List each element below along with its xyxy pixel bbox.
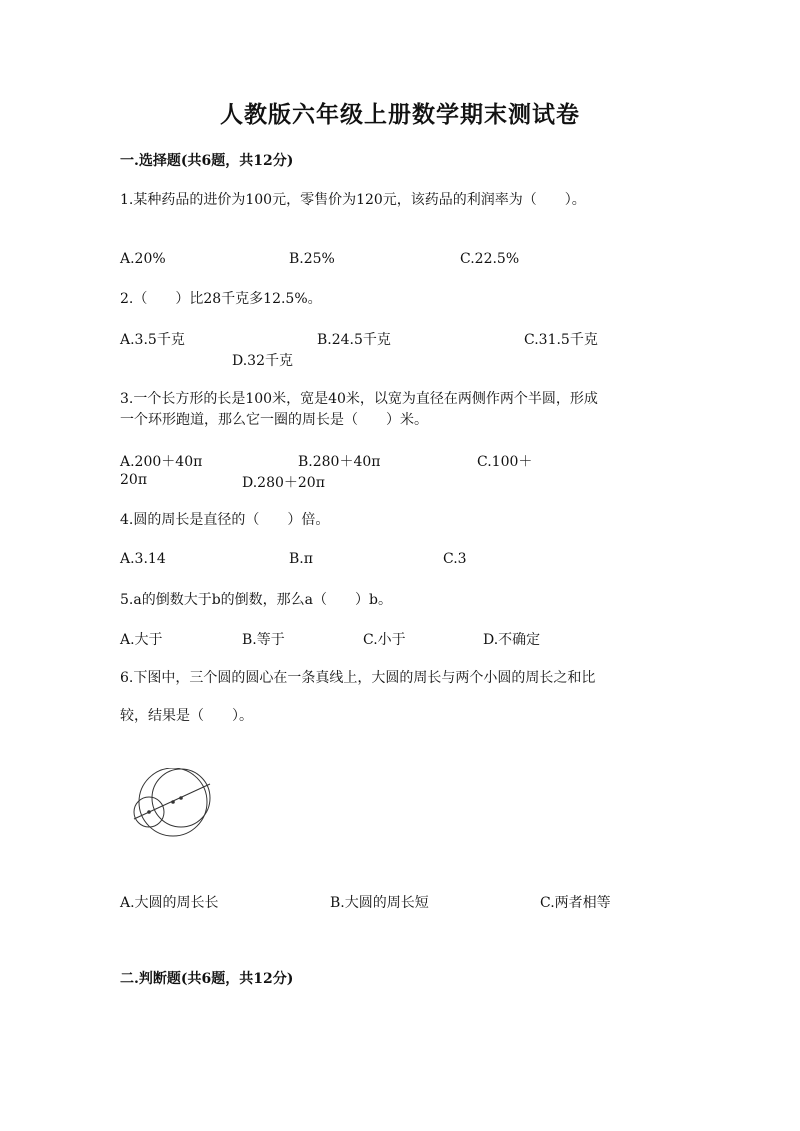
question-1-option-b[interactable]: B.25% [289,251,335,267]
question-3-option-a[interactable]: A.200＋40π [120,454,203,470]
question-1-option-c[interactable]: C.22.5% [460,251,520,267]
question-3-text-line2: 一个环形跑道，那么它一圈的周长是（ ）米。 [120,412,428,428]
question-1-option-a[interactable]: A.20% [120,251,166,267]
question-1-text: 1.某种药品的进价为100元，零售价为120元，该药品的利润率为（ ）。 [120,192,586,208]
question-4-option-a[interactable]: A.3.14 [120,551,166,567]
question-5-option-a[interactable]: A.大于 [120,632,163,648]
question-5-text: 5.a的倒数大于b的倒数，那么a（ ）b。 [120,592,392,608]
question-3-option-b[interactable]: B.280＋40π [298,454,381,470]
question-2-option-d[interactable]: D.32千克 [232,353,293,369]
question-3-option-d[interactable]: D.280＋20π [242,475,325,491]
question-5-option-d[interactable]: D.不确定 [483,632,541,648]
question-3-option-c-cont: 20π [120,472,148,488]
section-heading-choice: 一.选择题(共6题，共12分) [120,153,294,169]
question-3-option-c[interactable]: C.100＋ [477,454,533,470]
question-3-text-line1: 3.一个长方形的长是100米，宽是40米，以宽为直径在两侧作两个半圆，形成 [120,391,598,407]
question-2-option-b[interactable]: B.24.5千克 [317,332,391,348]
question-5-option-c[interactable]: C.小于 [363,632,406,648]
page-title: 人教版六年级上册数学期末测试卷 [220,101,580,128]
question-4-option-b[interactable]: B.π [289,551,313,567]
question-4-option-c[interactable]: C.3 [443,551,467,567]
three-circles-figure [128,768,218,842]
question-2-option-c[interactable]: C.31.5千克 [524,332,598,348]
section-heading-judgment: 二.判断题(共6题，共12分) [120,971,294,987]
question-2-option-a[interactable]: A.3.5千克 [120,332,185,348]
question-6-text-line1: 6.下图中，三个圆的圆心在一条真线上，大圆的周长与两个小圆的周长之和比 [120,670,596,686]
question-6-text-line2: 较，结果是（ ）。 [120,708,253,724]
question-2-text: 2.（ ）比28千克多12.5%。 [120,291,322,307]
question-6-option-b[interactable]: B.大圆的周长短 [330,895,429,911]
question-4-text: 4.圆的周长是直径的（ ）倍。 [120,512,330,528]
question-6-option-a[interactable]: A.大圆的周长长 [120,895,219,911]
question-6-option-c[interactable]: C.两者相等 [540,895,611,911]
question-5-option-b[interactable]: B.等于 [242,632,285,648]
